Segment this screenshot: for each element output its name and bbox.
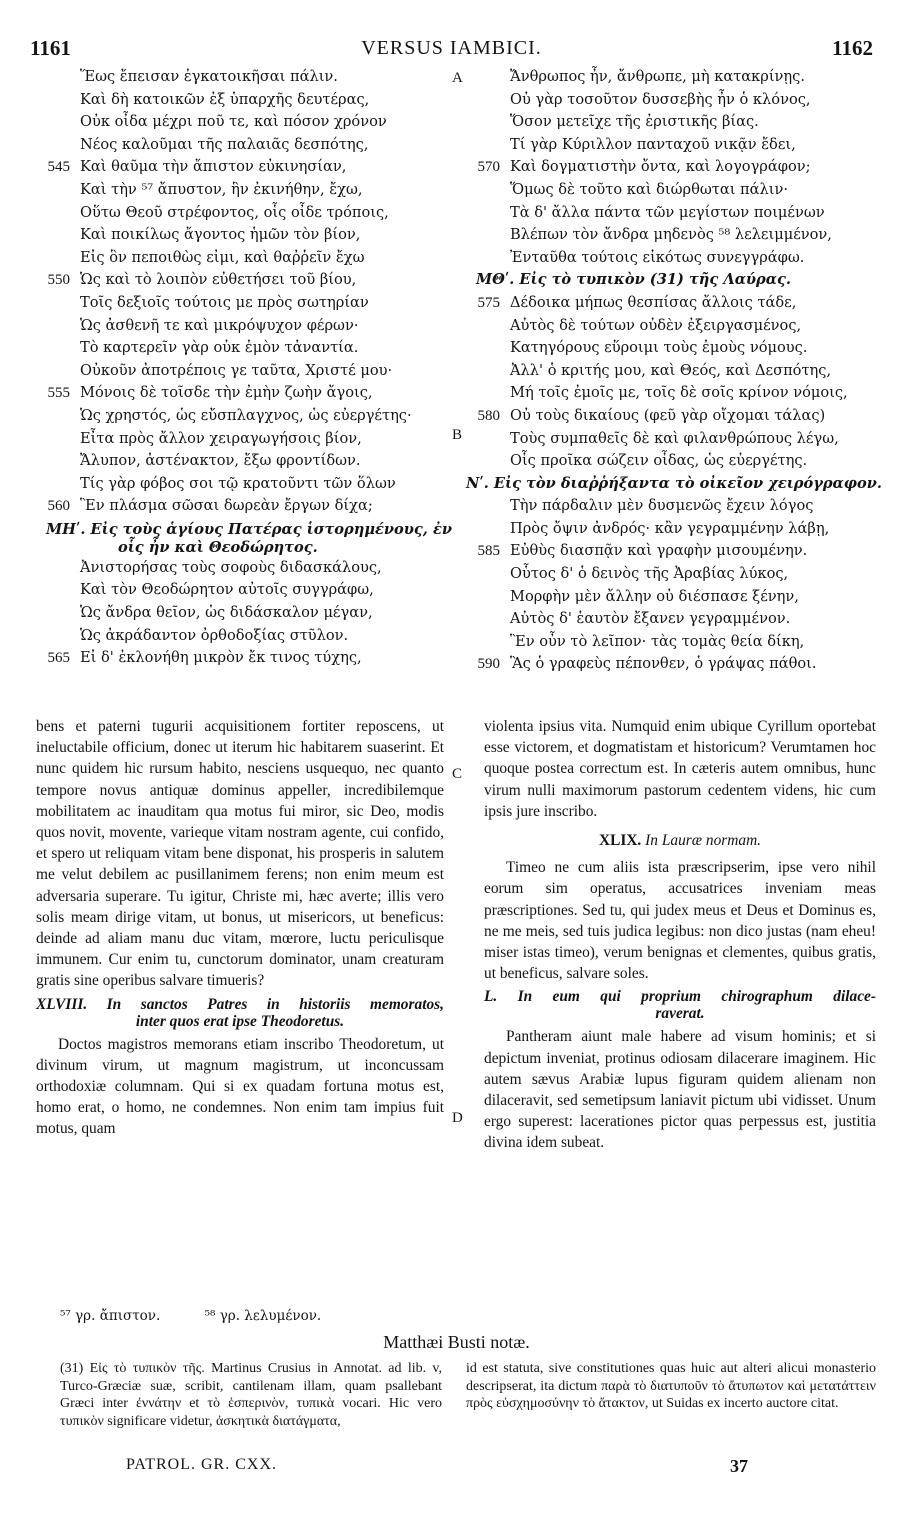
verse-line	[36, 602, 466, 625]
line-number: 570	[477, 159, 500, 176]
verse-text: Ἄνθρωπος ἦν, ἄνθρωπε, μὴ κατακρίνῃς.	[510, 68, 805, 85]
verse-text: Οὐ γὰρ τοσοῦτον δυσσεβὴς ἦν ὁ κλόνος,	[510, 90, 811, 108]
verse-text: Ὅμως δὲ τοῦτο καὶ διώρθωται πάλιν·	[510, 180, 788, 198]
verse-text: Τοῖς δεξιοῖς τούτοις με πρὸς σωτηρίαν	[80, 293, 369, 311]
verse-line	[466, 89, 906, 112]
verse-text: Τοὺς συμπαθεῖς δὲ καὶ φιλανθρώπους λέγω,	[510, 429, 839, 447]
verse-text: Ἓν οὖν τὸ λεῖπον· τὰς τομὰς θεία δίκη,	[510, 632, 805, 650]
verse-line	[466, 518, 906, 541]
line-number: 575	[477, 294, 500, 311]
line-number: 555	[47, 385, 70, 402]
verse-text: Οὐκ οἶδα μέχρι ποῦ τε, καὶ πόσον χρόνον	[80, 113, 387, 131]
line-number: 590	[477, 656, 500, 673]
verse-line	[36, 292, 466, 315]
footnotes	[60, 1308, 361, 1324]
verse-text: Οὕτω Θεοῦ στρέφοντος, οἷς οἶδε τρόποις,	[80, 203, 389, 221]
line-number: 565	[47, 650, 70, 667]
heading-line-1: ΜΗʹ. Εἰς τοὺς ἁγίους Πατέρας ἱστορημένους, ἐν	[46, 520, 452, 538]
latin-paragraph: bens et paterni tugurii acquisitionem fortiter reposcens, ut ineluctabile officium, donec ut iterum hic habitarem suaserint. Et nunc quidem hic rursum habito, nesciens usquequo, nec quanto tempore novus antiquæ dominus appeller, incredibilemque mobilitatem ac inauditam qua motus fui miror, sic Deo, modis quos novit, movente, varieque vitam nostram agente, cui confido, et spero ut reliquam vitam bene disponat, his prosperis in salutem me velut debilem ac pusillanimem ferens; non enim meum est adversaria superare. Tu igitur, Christe mi, hæc averte; illis vero solis meam dirige vitam, ut bonus, ut misericors, ut beneficus: deinde ad aliam manu duc vitam, mœrore, luctu periculisque immunem. Cur enim tu, cunctorum dominator, unam creaturam gratis sine operibus salvare timueris?	[36, 718, 444, 990]
verse-line	[36, 473, 466, 496]
verse-text: Οὐκοῦν ἀποτρέποις γε ταῦτα, Χριστέ μου·	[80, 361, 393, 379]
section-heading-48-greek	[36, 518, 466, 557]
verse-text: Τὸ καρτερεῖν γὰρ οὐκ ἐμὸν τἀναντία.	[80, 339, 359, 357]
verse-line	[36, 111, 466, 134]
verse-text: Κατηγόρους εὕροιμι τοὺς ἐμοὺς νόμους.	[510, 339, 808, 357]
verse-line	[36, 360, 466, 383]
verse-group-left-2	[36, 557, 466, 670]
verse-text: Καὶ τὴν ⁵⁷ ἄπυστον, ἣν ἐκινήθην, ἔχω,	[80, 180, 363, 198]
verse-line	[36, 269, 466, 292]
verse-line	[36, 337, 466, 360]
verse-line	[466, 450, 906, 473]
verse-text: Ὡς ἀκράδαντον ὀρθοδοξίας στῦλον.	[80, 626, 349, 644]
verse-line	[36, 156, 466, 179]
verse-line	[36, 66, 466, 89]
verse-text: Νέος καλοῦμαι τῆς παλαιᾶς δεσπότης,	[80, 135, 369, 153]
verse-line	[36, 428, 466, 451]
verse-line	[466, 247, 906, 270]
verse-text: Ἕως ἔπεισαν ἐγκατοικῆσαι πάλιν.	[80, 68, 338, 85]
line-number: 545	[47, 159, 70, 176]
verse-text: Δέδοικα μήπως θεσπίσας ἄλλοις τάδε,	[510, 293, 797, 311]
verse-line	[466, 360, 906, 383]
latin-translation-right-column	[484, 716, 876, 1154]
verse-text: Ὡς ἄνδρα θεῖον, ὡς διδάσκαλον μέγαν,	[80, 604, 373, 622]
verse-line	[36, 382, 466, 405]
section-heading-48-latin	[36, 996, 444, 1030]
verse-line	[36, 179, 466, 202]
verse-line	[36, 647, 466, 670]
heading-line-2: raverat.	[655, 1005, 705, 1023]
verse-line	[36, 89, 466, 112]
verse-line	[466, 202, 906, 225]
verse-line	[36, 495, 466, 518]
verse-line	[466, 653, 906, 676]
verse-text: Καὶ δογματιστὴν ὄντα, καὶ λογογράφον;	[510, 158, 811, 176]
line-number: 580	[477, 407, 500, 424]
margin-marker-a: A	[452, 70, 463, 86]
heading-line-2: inter quos erat ipse Theodoretus.	[135, 1012, 345, 1030]
footnote-57: ⁵⁷ γρ. ἄπιστον.	[60, 1308, 161, 1324]
verse-text: Πρὸς ὄψιν ἀνδρός· κἂν γεγραμμένην λάβῃ,	[510, 519, 830, 537]
verse-text: Ἄλυπον, ἀστένακτον, ἔξω φροντίδων.	[80, 452, 361, 470]
verse-text: Μορφὴν μὲν ἄλλην οὐ διέσπασε ξένην,	[510, 587, 799, 605]
latin-paragraph: violenta ipsius vita. Numquid enim ubique Cyrillum oportebat esse victorem, et dogmatistam et historicum? Verumtamen hoc quoque postea correctum est. In cæteris autem omnibus, hunc virum nulli maximorum pastorum cedentem videns, hic cum ipsis jure inscribo.	[484, 718, 876, 820]
latin-translation-left-column	[36, 716, 444, 1140]
verse-text: Ἃς ὁ γραφεὺς πέπονθεν, ὁ γράψας πάθοι.	[510, 655, 817, 673]
notes-right-column: id est statuta, sive constitutiones quas huic aut alteri alicui monasterio descripserat, ita dictum παρὰ τὸ διατυποῦν τὸ ἄτυπωτον καὶ μετατάττειν πρὸς εὐσχημοσύνην τὸ ἄτακτον, ut Suidas ex incerto auctore citat.	[466, 1361, 876, 1412]
verse-line	[466, 315, 906, 338]
verse-text: Μόνοις δὲ τοῖσδε τὴν ἐμὴν ζωὴν ἄγοις,	[80, 384, 373, 402]
verse-text: Ὡς χρηστός, ὡς εὔσπλαγχνος, ὡς εὐεργέτης·	[80, 406, 412, 424]
verse-line	[466, 66, 906, 89]
verse-line	[36, 134, 466, 157]
verse-line	[466, 631, 906, 654]
footnote-58: ⁵⁸ γρ. λελυμένον.	[204, 1308, 322, 1324]
footer-signature-number: 37	[730, 1456, 748, 1476]
verse-line	[36, 224, 466, 247]
verse-line	[466, 224, 906, 247]
verse-line	[36, 202, 466, 225]
verse-line	[36, 557, 466, 580]
verse-text: Τὰ δ' ἄλλα πάντα τῶν μεγίστων ποιμένων	[510, 203, 825, 221]
left-column-number: 1161	[30, 36, 71, 60]
verse-text: Μή τοῖς ἐμοῖς με, τοῖς δὲ σοῖς κρίνον νόμοις,	[510, 384, 848, 402]
verse-line	[36, 625, 466, 648]
latin-paragraph: Doctos magistros memorans etiam inscribo Theodoretum, ut divinum virum, ut magnum magistrum, ut inconcussam orthodoxiæ columnam. Qui si ex quadam fortuna motus est, homo erat, o homo, ne condemnes. Non enim tam impius fuit motus, quam	[36, 1035, 444, 1138]
verse-text: Ἀνιστορήσας τοὺς σοφοὺς διδασκάλους,	[80, 558, 382, 576]
verse-line	[466, 292, 906, 315]
verse-line	[466, 428, 906, 451]
verse-text: Εἰς ὃν πεποιθὼς εἰμι, καὶ θαῤῥεῖν ἔχω	[80, 248, 365, 266]
verse-group-right-1	[466, 66, 906, 269]
verse-text: Εἶτα πρὸς ἄλλον χειραγωγήσοις βίον,	[80, 429, 362, 447]
verse-line	[36, 315, 466, 338]
verse-line	[36, 450, 466, 473]
verse-text: Αὐτὸς δ' ἑαυτὸν ἔξανεν γεγραμμένον.	[510, 610, 791, 628]
heading-line-1: L. In eum qui proprium chirographum dilace-	[484, 988, 876, 1006]
verse-text: Οὗτος δ' ὁ δεινὸς τῆς Ἀραβίας λύκος,	[510, 565, 789, 583]
verse-text: Αὐτὸς δὲ τούτων οὐδὲν ἐξειργασμένος,	[510, 316, 802, 334]
heading-line-1: XLVIII. In sanctos Patres in historiis memoratos,	[36, 995, 444, 1013]
verse-line	[466, 111, 906, 134]
verse-text: Τίς γὰρ φόβος σοι τῷ κρατοῦντι τῶν ὅλων	[80, 474, 396, 492]
verse-line	[466, 495, 906, 518]
latin-paragraph: Pantheram aiunt male habere ad visum hominis; et si depictum inveniat, protinus odiosam dilacerare imaginem. Hic autem sævus Arabiæ lupus figuram quidem alienam non dilaceravit, sed semetipsum laniavit pictum ubi vidisset. Unum ergo superest: lacerationes pictor quas perpessus est, justitia divina idem subeat.	[484, 1028, 876, 1152]
line-number: 550	[47, 272, 70, 289]
margin-marker-d: D	[452, 1110, 463, 1126]
verse-line	[36, 247, 466, 270]
verse-group-right-3	[466, 495, 906, 676]
verse-text: Καὶ τὸν Θεοδώρητον αὐτοῖς συγγράφω,	[80, 581, 374, 599]
verse-text: Ὅσον μετεῖχε τῆς ἐριστικῆς βίας.	[510, 113, 759, 131]
notes-left-column: (31) Εἰς τὸ τυπικὸν τῆς. Martinus Crusius in Annotat. ad lib. v, Turco-Græciæ suæ, scribit, cantilenam illam, quam psallebant Græci inter ἐννάτην et τὸ ἑσπερινὸν, τυπικὰ vocari. Hic vero τυπικὸν significare videtur, ἀσκητικὰ διατάγματα,	[60, 1361, 442, 1429]
verse-text: Οὐ τοὺς δικαίους (φεῦ γὰρ οἴχομαι τάλας)	[510, 406, 826, 424]
verse-text: Εἰ δ' ἐκλονήθη μικρὸν ἔκ τινος τύχης,	[80, 649, 362, 667]
verse-text: Εὐθὺς διασπᾷν καὶ γραφὴν μισουμένην.	[510, 542, 808, 560]
section-heading-49-greek: ΜΘʹ. Εἰς τὸ τυπικὸν (31) τῆς Λαύρας.	[476, 271, 791, 289]
verse-text: Ὡς καὶ τὸ λοιπὸν εὐθετήσει τοῦ βίου,	[80, 271, 357, 289]
verse-line	[466, 405, 906, 428]
verse-line	[36, 405, 466, 428]
verse-line	[36, 579, 466, 602]
footer-series-label: PATROL. GR. CXX.	[126, 1456, 277, 1473]
verse-line	[466, 540, 906, 563]
verse-text: Βλέπων τὸν ἄνδρα μηδενὸς ⁵⁸ λελειμμένον,	[510, 226, 832, 244]
section-heading-50-greek: Νʹ. Εἰς τὸν διαῤῥήξαντα τὸ οἰκεῖον χειρόγραφον.	[466, 474, 882, 492]
verse-text: Ἐνταῦθα τούτοις εἰκότως συνεγγράφω.	[510, 248, 805, 266]
verse-text: Καὶ ποικίλως ἄγοντος ἡμῶν τὸν βίον,	[80, 226, 361, 244]
heading-number: XLIX.	[598, 832, 642, 850]
running-title: VERSUS IAMBICI.	[361, 37, 542, 59]
verse-text: Οἷς προῖκα σώζειν οἶδας, ὡς εὐεργέτης.	[510, 452, 808, 470]
verse-group-left-1	[36, 66, 466, 518]
verse-text: Ὡς ἀσθενῆ τε καὶ μικρόψυχον φέρων·	[80, 316, 359, 334]
notes-title: Matthæi Busti notæ.	[383, 1332, 530, 1352]
latin-paragraph: Timeo ne cum aliis ista præscripserim, ipse vero nihil eorum sim operatus, accusatrices inveniam meas præscriptiones. Sed tu, qui judex meus et Deus et Dominus es, ne me meis, sed tuis judica legibus: non dico justas (nam eheu! miser istas timeo), verum benignas et clementes, quibus gratis, ut beneficus, salvare soles.	[484, 859, 876, 983]
verse-text: Καὶ δὴ κατοικῶν ἐξ ὑπαρχῆς δευτέρας,	[80, 90, 370, 108]
verse-text: Τὴν πάρδαλιν μὲν δυσμενῶς ἔχειν λόγος	[510, 497, 814, 515]
margin-marker-c: C	[452, 766, 463, 782]
verse-line	[466, 134, 906, 157]
section-heading-50-latin	[484, 988, 876, 1022]
verse-line	[466, 382, 906, 405]
verse-text: Ἀλλ' ὁ κριτής μου, καὶ Θεός, καὶ Δεσπότης,	[510, 361, 832, 379]
greek-verse-right-column	[466, 66, 906, 676]
verse-text: Καὶ θαῦμα τὴν ἄπιστον εὐκινησίαν,	[80, 158, 347, 176]
verse-line	[466, 586, 906, 609]
section-heading-49-latin	[484, 830, 876, 851]
verse-group-right-2	[466, 292, 906, 473]
verse-line	[466, 156, 906, 179]
verse-line	[466, 608, 906, 631]
margin-marker-b: B	[452, 427, 463, 443]
line-number: 585	[477, 543, 500, 560]
verse-line	[466, 337, 906, 360]
greek-verse-left-column	[36, 66, 466, 670]
line-number: 560	[47, 498, 70, 515]
right-column-number: 1162	[832, 36, 873, 60]
verse-line	[466, 563, 906, 586]
verse-text: Ἓν πλάσμα σῶσαι δωρεὰν ἔργων δίχα;	[80, 497, 373, 515]
verse-text: Τί γὰρ Κύριλλον πανταχοῦ νικᾷν ἔδει,	[510, 135, 796, 153]
verse-line	[466, 179, 906, 202]
heading-line-2: οἷς ἦν καὶ Θεοδώρητος.	[118, 538, 318, 556]
heading-text: In Lauræ normam.	[645, 832, 762, 850]
page-header	[30, 36, 873, 60]
